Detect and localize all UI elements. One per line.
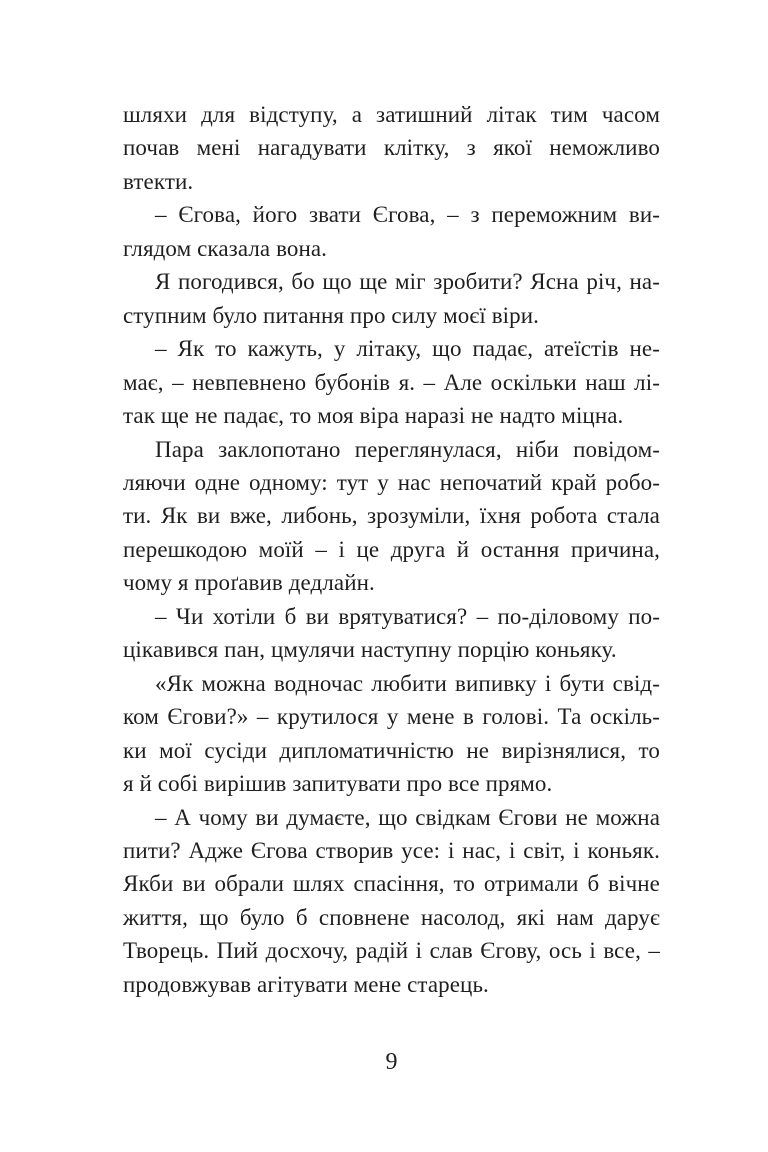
text-line: ти. Як ви вже, либонь, зрозуміли, їхня робота стала <box>123 503 660 529</box>
text-line: шляхи для відступу, а затишний літак тим часом <box>123 102 660 127</box>
text-line: – Як то кажуть, у літаку, що падає, атеїстів не- <box>155 336 660 362</box>
text-line: пити? Адже Єгова створив усе: і нас, і світ, і коньяк. <box>123 837 660 863</box>
text-line: так ще не падає, то моя віра наразі не надто міцна. <box>123 403 624 429</box>
text-line: Я погодився, бо що ще міг зробити? Ясна річ, на- <box>155 269 660 295</box>
text-line: – А чому ви думаєте, що свідкам Єгови не можна <box>155 804 660 830</box>
text-line: – Чи хотіли б ви врятуватися? – по-діловому по- <box>155 603 660 629</box>
text-line: Якби ви обрали шлях спасіння, то отримали б вічне <box>123 871 660 897</box>
body-text <box>123 98 660 1001</box>
text-line: продовжував агітувати мене старець. <box>123 971 489 997</box>
text-line: ки мої сусіди дипломатичністю не вирізнялися, то <box>123 737 660 763</box>
text-line: Пара заклопотано переглянулася, ніби повідом- <box>155 436 660 462</box>
text-line: ком Єгови?» – крутилося у мене в голові. Та оскіль- <box>123 704 660 730</box>
text-line: втекти. <box>123 168 194 194</box>
text-line: глядом сказала вона. <box>123 235 328 261</box>
text-line: має, – невпевнено бубонів я. – Але оскільки наш лі- <box>123 369 660 395</box>
page-number: 9 <box>385 1049 398 1075</box>
text-line: чому я проґавив дедлайн. <box>123 570 375 596</box>
text-line: – Єгова, його звати Єгова, – з переможним ви- <box>155 202 660 228</box>
text-line: почав мені нагадувати клітку, з якої неможливо <box>123 135 660 161</box>
text-line: Творець. Пий досхочу, радій і слав Єгову, ось і все, – <box>123 938 660 964</box>
text-line: я й собі вирішив запитувати про все прямо. <box>123 771 553 797</box>
text-line: ляючи одне одному: тут у нас непочатий край робо- <box>123 469 660 495</box>
text-line: життя, що було б сповнене насолод, які нам дарує <box>123 904 660 930</box>
text-line: «Як можна водночас любити випивку і бути свід- <box>155 670 660 696</box>
text-line: цікавився пан, цмулячи наступну порцію коньяку. <box>123 637 617 663</box>
text-line: перешкодою моїй – і це друга й остання причина, <box>123 536 660 562</box>
text-line: ступним було питання про силу моєї віри. <box>123 302 540 328</box>
